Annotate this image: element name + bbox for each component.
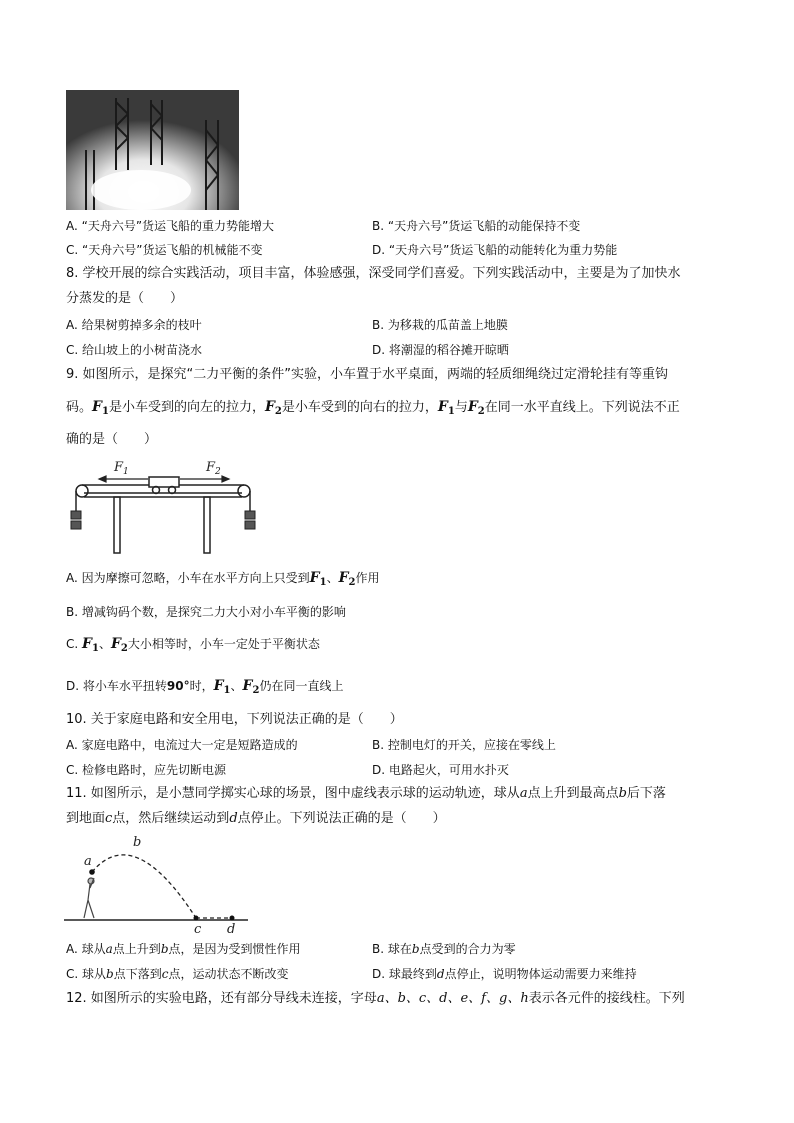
rocket-launch-photo [66,90,239,210]
f1-symbol: $F_1$ [82,636,99,654]
q7-option-b: B. “天舟六号”货运飞船的动能保持不变 [372,219,581,233]
q9-option-d: D. 将小车水平扭转90°时，$F_1$、$F_2$仍在同一直线上 [66,678,344,696]
q8-option-b: B. 为移栽的瓜苗盖上地膜 [372,318,508,332]
two-force-balance-figure [64,455,259,555]
figure-f1-label: $F_1$ [114,460,129,477]
q10-option-c: C. 检修电路时，应先切断电源 [66,763,227,777]
q9-option-a: A. 因为摩擦可忽略，小车在水平方向上只受到$F_1$、$F_2$作用 [66,570,380,588]
q9-l2-e: 在同一水平直线上。下列说法不正 [484,400,680,415]
q7-option-c: C. “天舟六号”货运飞船的机械能不变 [66,243,263,257]
q10-option-a: A. 家庭电路中，电流过大一定是短路造成的 [66,738,298,752]
q10-stem: 10. 关于家庭电路和安全用电，下列说法正确的是（ ） [66,712,403,727]
q9-l2-d: 与 [454,400,468,415]
q8-option-a: A. 给果树剪掉多余的枝叶 [66,318,202,332]
f2-symbol: $F_2$ [338,570,356,588]
f1-symbol: $F_1$ [437,399,455,417]
q9-stem-line1: 9. 如图所示，是探究“二力平衡的条件”实验，小车置于水平桌面，两端的轻质细绳绕过定滑轮挂有等重钩 [66,367,669,382]
point-d-label: d [227,922,236,936]
q8-stem-line2: 分蒸发的是（ ） [66,291,184,306]
f2-symbol: $F_2$ [110,636,128,654]
q11-stem-line1: 11. 如图所示，是小慧同学掷实心球的场景，图中虚线表示球的运动轨迹，球从a点上升到最高点b后下落 [66,786,666,801]
q11-option-a: A. 球从a点上升到b点，是因为受到惯性作用 [66,942,301,956]
ball-trajectory-figure [64,832,254,936]
q8-stem-line1: 8. 学校开展的综合实践活动，项目丰富，体验感强，深受同学们喜爱。下列实践活动中，主要是为了加快水 [66,266,681,281]
f1-symbol: $F_1$ [213,678,231,696]
f2-symbol: $F_2$ [242,678,260,696]
point-c-label: c [194,922,202,936]
q9-option-b: B. 增减钩码个数，是探究二力大小对小车平衡的影响 [66,605,346,619]
q10-option-b: B. 控制电灯的开关，应接在零线上 [372,738,556,752]
q9-l2-b: 是小车受到的向左的拉力， [108,400,265,415]
f2-symbol: $F_2$ [264,399,282,417]
q12-stem: 12. 如图所示的实验电路，还有部分导线未连接，字母a、b、c、d、e、f、g、h表示各元件的接线柱。下列 [66,991,685,1006]
q9-stem-line2 [66,398,680,421]
q11-option-d: D. 球最终到d点停止，说明物体运动需要力来维持 [372,967,637,981]
q7-option-a: A. “天舟六号”货运飞船的重力势能增大 [66,219,275,233]
figure-f2-label: $F_2$ [206,460,221,477]
q9-l2-a: 码。 [66,400,93,415]
q8-option-d: D. 将潮湿的稻谷摊开晾晒 [372,343,509,357]
q10-option-d: D. 电路起火，可用水扑灭 [372,763,509,777]
q9-option-c: C. $F_1$、$F_2$大小相等时，小车一定处于平衡状态 [66,636,320,654]
f1-symbol: $F_1$ [92,399,109,417]
q7-option-d: D. “天舟六号”货运飞船的动能转化为重力势能 [372,243,618,257]
q9-l2-c: 是小车受到的向右的拉力， [281,400,438,415]
point-b-label: b [133,835,142,850]
q9-stem-line3: 确的是（ ） [66,432,158,447]
f1-symbol: $F_1$ [309,570,327,588]
q8-option-c: C. 给山坡上的小树苗浇水 [66,343,203,357]
q11-option-b: B. 球在b点受到的合力为零 [372,942,516,956]
q11-stem-line2: 到地面c点，然后继续运动到d点停止。下列说法正确的是（ ） [66,811,446,826]
point-a-label: a [84,854,92,869]
f2-symbol: $F_2$ [467,399,485,417]
q11-option-c: C. 球从b点下落到c点，运动状态不断改变 [66,967,289,981]
